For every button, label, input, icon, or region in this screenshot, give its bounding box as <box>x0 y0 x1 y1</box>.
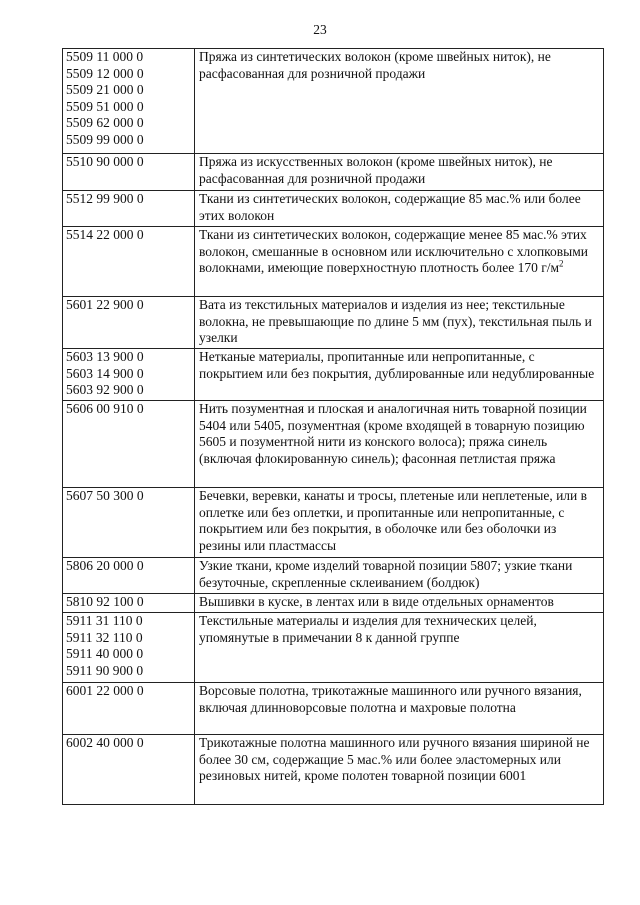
table-row <box>63 401 604 488</box>
description-text: Текстильные материалы и изделия для технических целей, упомянутые в примечании 8 к данной группе <box>199 613 537 645</box>
table-row <box>63 735 604 805</box>
description-text: Пряжа из искусственных волокон (кроме швейных ниток), не расфасованная для розничной продажи <box>199 154 553 186</box>
description-text: Вата из текстильных материалов и изделия из нее; текстильные волокна, не превышающие по длине 5 мм (пух), текстильная пыль и узелки <box>199 297 592 345</box>
description-text: Трикотажные полотна машинного или ручного вязания шириной не более 30 см, содержащие 5 мас.% или более эластомерных или резиновых нитей, кроме полотен товарной позиции 6001 <box>199 735 590 783</box>
description-cell <box>195 594 604 613</box>
table-row <box>63 349 604 401</box>
description-cell <box>195 227 604 297</box>
code-value: 5509 99 000 0 <box>66 131 144 147</box>
code-cell <box>63 613 195 683</box>
table-row <box>63 227 604 297</box>
code-value: 5911 31 110 0 <box>66 613 143 628</box>
code-value: 5603 14 900 0 <box>66 365 144 381</box>
code-value: 5607 50 300 0 <box>66 488 144 503</box>
description-cell <box>195 488 604 558</box>
code-value: 5509 12 000 0 <box>66 65 144 81</box>
code-value: 5810 92 100 0 <box>66 594 144 609</box>
description-text: Ворсовые полотна, трикотажные машинного или ручного вязания, включая длинноворсовые полотна и махровые полотна <box>199 683 582 715</box>
description-text-body: Ткани из синтетических волокон, содержащие менее 85 мас.% этих волокон, смешанные в основном или исключительно с хлопковыми волокнами, имеющие поверхностную плотность более 170 г/м <box>199 227 589 275</box>
table-row <box>63 49 604 154</box>
code-value: 5603 92 900 0 <box>66 382 144 397</box>
code-cell <box>63 349 195 401</box>
description-cell <box>195 683 604 735</box>
table-row <box>63 683 604 735</box>
table-row <box>63 594 604 613</box>
code-cell <box>63 558 195 594</box>
code-value: 5510 90 000 0 <box>66 154 144 169</box>
description-cell <box>195 613 604 683</box>
description-cell <box>195 154 604 191</box>
code-value: 5911 40 000 0 <box>66 646 144 661</box>
table-row <box>63 154 604 191</box>
code-cell <box>63 154 195 191</box>
table-row <box>63 191 604 227</box>
description-cell <box>195 558 604 594</box>
description-text: Ткани из синтетических волокон, содержащие 85 мас.% или более этих волокон <box>199 191 581 223</box>
code-value: 5514 22 000 0 <box>66 227 144 242</box>
code-cell <box>63 49 195 154</box>
code-cell <box>63 401 195 488</box>
code-value: 5509 51 000 0 <box>66 98 144 114</box>
code-cell <box>63 191 195 227</box>
description-text <box>199 227 600 277</box>
table-row <box>63 613 604 683</box>
customs-codes-table <box>62 48 604 805</box>
description-text: Бечевки, веревки, канаты и тросы, плетеные или неплетеные, или в оплетке или без оплетки, и пропитанные или непропитанные, с покрытием или без покрытия, в оболочке или без оболочки из резины или пластмассы <box>199 488 588 553</box>
code-value: 5911 90 900 0 <box>66 662 144 678</box>
description-text: Узкие ткани, кроме изделий товарной позиции 5807; узкие ткани безуточные, скрепленные склеиванием (болдюк) <box>199 558 573 590</box>
description-cell <box>195 297 604 349</box>
description-text: Нить позументная и плоская и аналогичная нить товарной позиции 5404 или 5405, позументная (кроме входящей в товарную позицию 5605 и позументной нити из конского волоса); пряжа синель (включая флокированную синель); фасонная петлистая пряжа <box>199 401 587 466</box>
code-value: 5509 21 000 0 <box>66 82 144 97</box>
description-cell <box>195 349 604 401</box>
code-cell <box>63 735 195 805</box>
description-cell <box>195 735 604 805</box>
page-number: 23 <box>313 22 327 37</box>
code-value: 6002 40 000 0 <box>66 735 144 750</box>
code-cell <box>63 594 195 613</box>
code-value: 5512 99 900 0 <box>66 191 144 206</box>
code-cell <box>63 227 195 297</box>
code-cell <box>63 488 195 558</box>
description-text: Нетканые материалы, пропитанные или непропитанные, с покрытием или без покрытия, дублированные или недублированные <box>199 349 595 381</box>
description-text: Вышивки в куске, в лентах или в виде отдельных орнаментов <box>199 594 554 609</box>
code-value: 5911 32 110 0 <box>66 629 143 645</box>
superscript: 2 <box>559 258 564 269</box>
description-cell <box>195 49 604 154</box>
code-value: 5601 22 900 0 <box>66 297 144 312</box>
description-text: Пряжа из синтетических волокон (кроме швейных ниток), не расфасованная для розничной продажи <box>199 49 551 81</box>
table-row <box>63 488 604 558</box>
code-value: 5509 11 000 0 <box>66 49 144 64</box>
description-cell <box>195 401 604 488</box>
table-row <box>63 297 604 349</box>
code-cell <box>63 683 195 735</box>
code-value: 5806 20 000 0 <box>66 558 144 573</box>
code-value: 5603 13 900 0 <box>66 349 144 364</box>
code-value: 6001 22 000 0 <box>66 683 144 698</box>
table-row <box>63 558 604 594</box>
description-cell <box>195 191 604 227</box>
code-cell <box>63 297 195 349</box>
code-value: 5606 00 910 0 <box>66 401 144 416</box>
code-value: 5509 62 000 0 <box>66 115 144 130</box>
